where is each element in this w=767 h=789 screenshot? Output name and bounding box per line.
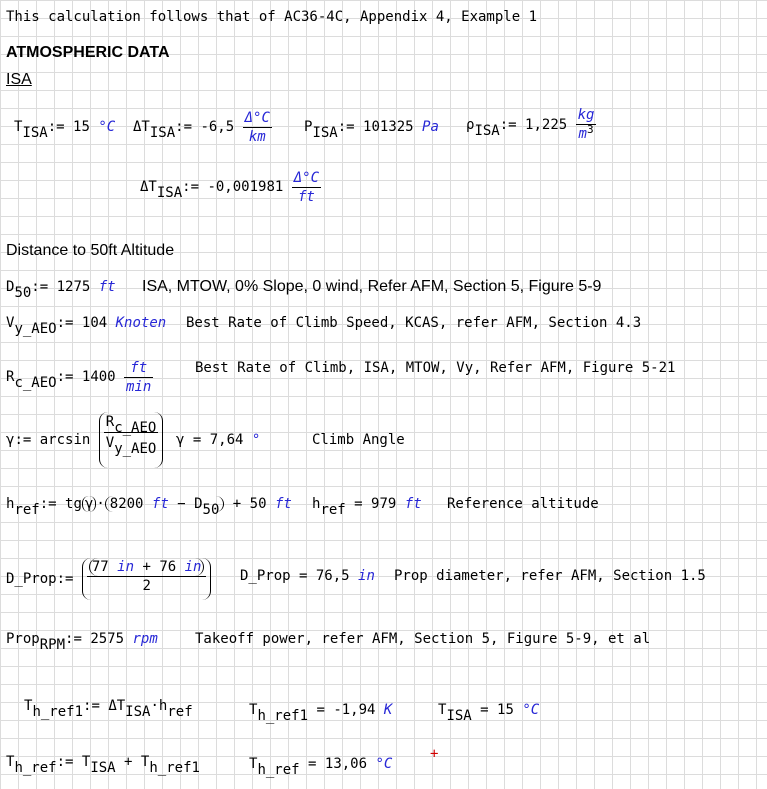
var-label: T [249,756,258,772]
var-sub: h_ref [14,760,57,776]
var-label: V [6,315,15,331]
var-sub: ISA [22,125,48,141]
var-sub: h_ref1 [32,704,84,720]
isa-temp-region[interactable]: TISA:= 15 °C [14,119,116,141]
var-sub: ISA [149,125,176,141]
var-sub: ref [167,704,193,720]
th-result-region[interactable]: Th_ref = 13,06 °C [249,756,393,778]
th1-result-region[interactable]: Th_ref1 = -1,94 K [249,702,393,724]
var-label: R [6,369,15,385]
var-sub: ISA [446,708,472,724]
denominator: 2 [142,578,151,594]
var-sub: ISA [90,760,116,776]
unit: ft [404,496,422,512]
unit-numerator: Δ°C [244,109,270,126]
unit: in [184,559,202,575]
var-sub: y_AEO [14,321,57,337]
rc-region[interactable]: Rc_AEO:= 1400 $\frac{ft}{\min}$ [6,359,152,395]
var-label: D [6,279,15,295]
var-label: T [6,754,15,770]
unit: ft [98,279,116,295]
rc-note: Best Rate of Climb, ISA, MTOW, Vy, Refer AFM, Figure 5-21 [195,360,676,376]
var-sub: ISA [474,123,500,139]
isa-pressure-region[interactable]: PISA:= 101325 Pa [304,119,439,141]
value: 101325 [363,119,414,135]
insertion-cursor[interactable]: + [430,746,439,762]
function-name: tg [65,496,82,512]
var-label: T [438,702,447,718]
isa-density-region[interactable]: ρISA:= 1,225 $\frac{kg}{m^3}$ [466,107,595,142]
dprop-region[interactable]: D_Prop:= $\frac{77 in + 76 in}{2}$ [6,558,211,600]
vy-note: Best Rate of Climb Speed, KCAS, refer AFM, Section 4.3 [186,315,642,331]
unit: °C [375,756,393,772]
function-name: arcsin [39,432,91,448]
unit-exponent: 3 [586,123,594,136]
var-sub: ref [14,502,40,518]
value: 7,64 [209,432,244,448]
gamma-result-region[interactable]: γ = 7,64 ° [176,432,261,448]
var-label: ΔT [108,698,126,714]
dprop-result-region[interactable]: D_Prop = 76,5 in [240,568,375,584]
tisa-result-region[interactable]: TISA = 15 °C [438,702,540,724]
unit: °C [98,119,116,135]
value: 104 [81,315,108,331]
var-label: h [158,698,168,714]
var-label: P [304,119,313,135]
rpm-region[interactable]: PropRPM:= 2575 rpm [6,631,158,653]
d50-note: ISA, MTOW, 0% Slope, 0 wind, Refer AFM, Section 5, Figure 5-9 [142,278,602,295]
unit: in [358,568,375,584]
gamma-region[interactable]: γ:= arcsin $\frac{\text{Rc\_AEO}}{\text{Vy\_AEO}}$ [6,412,163,468]
var-sub: c_AEO [14,375,57,391]
var-sub: h_ref1 [149,760,200,776]
unit-denominator: min [126,378,152,395]
var-label: D [194,496,203,512]
unit-denominator: ft [297,188,315,205]
unit-numerator: Δ°C [293,169,320,186]
href-region[interactable]: href:= tg γ · 8200 ft − D50 + 50 ft [6,496,292,518]
numerator-label: R [105,414,115,430]
href-note: Reference altitude [447,496,599,512]
vy-region[interactable]: Vy_AEO:= 104 Knoten [6,315,167,337]
isa-lapse-ft-region[interactable]: ΔTISA:= -0,001981 $\frac{\Delta^\circ C}{ft}$ [140,169,320,205]
isa-lapse-region[interactable]: ΔTISA:= -6,5 $\frac{\Delta^\circ C}{km}$ [133,109,270,145]
var-label: T [249,702,258,718]
value: 13,06 [324,756,368,772]
denominator-label: V [105,435,115,451]
var-label: D_Prop [240,568,291,584]
var-label: T [81,754,91,770]
var-label: γ [6,432,15,448]
th-region[interactable]: Th_ref:= TISA + Th_ref1 [6,754,200,776]
th1-region[interactable]: Th_ref1:= ΔTISA·href [24,698,193,720]
var-label: Prop [6,631,40,647]
value: 50 [249,496,267,512]
href-result-region[interactable]: href = 979 ft [312,496,422,518]
denominator-sub: y_AEO [114,441,157,457]
unit-numerator: kg [577,107,595,123]
var-sub: ISA [312,125,338,141]
var-label: T [140,754,150,770]
dprop-note: Prop diameter, refer AFM, Section 1.5 [394,568,706,584]
section-title: ATMOSPHERIC DATA [6,44,170,61]
unit: °C [522,702,540,718]
unit: ft [151,496,169,512]
value: 77 [91,559,109,575]
unit: in [117,559,135,575]
var-sub: 50 [202,502,220,518]
var-sub: ISA [156,185,183,201]
unit: ft [274,496,292,512]
unit: Pa [422,119,439,135]
var-label: ΔT [133,119,150,135]
var-label: γ [176,432,185,448]
function-arg: γ [84,496,94,512]
var-label: h [312,496,321,512]
var-sub: ref [320,502,346,518]
unit: Knoten [115,315,167,331]
value: -0,001981 [207,179,284,195]
var-sub: 50 [14,285,32,301]
unit: rpm [132,631,158,647]
var-label: ΔT [140,179,157,195]
var-sub: ISA [125,704,151,720]
value: 76,5 [315,568,350,584]
d50-region[interactable]: D50:= 1275 ft [6,279,116,301]
value: 979 [371,496,397,512]
value: 1,225 [525,117,568,133]
distance-heading: Distance to 50ft Altitude [6,242,175,259]
unit-numerator: ft [124,359,153,378]
subsection-isa: ISA [6,71,32,88]
var-sub: RPM [39,637,66,653]
value: 2575 [90,631,125,647]
unit-denominator: km [248,128,266,145]
value: 76 [159,559,177,575]
numerator-sub: c_AEO [114,420,157,436]
unit: ° [251,432,261,448]
var-label: h [6,496,15,512]
value: 15 [497,702,514,718]
value: 15 [73,119,90,135]
rpm-note: Takeoff power, refer AFM, Section 5, Figure 5-9, et al [195,631,651,647]
var-label: ρ [466,117,475,133]
var-label: D_Prop [6,571,57,587]
var-sub: h_ref [257,762,300,778]
paren-group [99,412,164,468]
unit: K [383,702,393,718]
value: 1275 [56,279,91,295]
unit-denominator: m [578,126,587,142]
var-label: T [24,698,33,714]
value: 1400 [81,369,116,385]
intro-text: This calculation follows that of AC36-4C, Appendix 4, Example 1 [6,9,538,25]
gamma-note: Climb Angle [312,432,405,448]
value: 8200 [109,496,144,512]
var-label: T [14,119,23,135]
value: -1,94 [333,702,376,718]
value: -6,5 [200,119,235,135]
var-sub: h_ref1 [257,708,309,724]
